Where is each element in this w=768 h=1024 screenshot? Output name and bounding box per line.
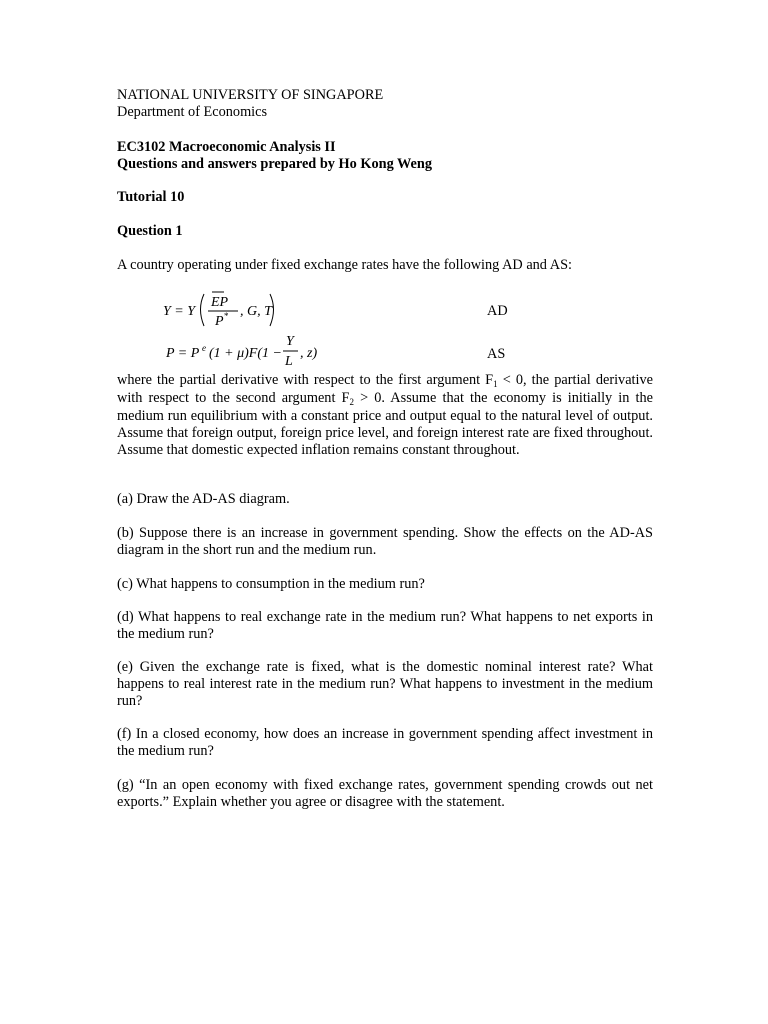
ad-equation-graphic [160,288,330,332]
as-middle: (1 + μ)F(1 − [209,346,282,361]
tutorial-heading: Tutorial 10 [117,189,185,205]
part-e: (e) Given the exchange rate is fixed, what is the domestic nominal interest rate? What happens to real interest rate in the medium run? What happens to investment in the medium run? [117,659,653,709]
part-f: (f) In a closed economy, how does an increase in government spending affect investment in the medium run? [117,726,653,759]
part-g: (g) “In an open economy with fixed exchange rates, government spending crowds out net exports.” Explain whether you agree or disagree with the statement. [117,777,653,810]
question-heading: Question 1 [117,223,183,239]
description-paragraph [117,372,653,459]
ad-denominator: P [215,314,224,329]
ad-rest: , G, T [240,304,272,319]
part-a: (a) Draw the AD-AS diagram. [117,491,290,507]
part-d: (d) What happens to real exchange rate in the medium run? What happens to net exports in the medium run? [117,609,653,642]
description-text-1: where the partial derivative with respect to the first argument F [117,372,494,388]
as-label: AS [487,346,506,362]
as-rest: , z) [300,346,318,361]
as-lhs: P = P [166,346,200,361]
as-equation-graphic [163,330,363,370]
course-title: EC3102 Macroeconomic Analysis II [117,139,336,155]
part-b: (b) Suppose there is an increase in government spending. Show the effects on the AD-AS diagram in the short run and the medium run. [117,525,653,558]
subscript-1: 1 [493,379,498,389]
as-numerator: Y [286,334,294,349]
description-text-2: < 0, the partial derivative with respect to the second argument F [117,372,653,406]
as-lhs-sup: e [202,343,206,353]
as-denominator: L [285,354,293,369]
university-name: NATIONAL UNIVERSITY OF SINGAPORE [117,87,384,103]
prepared-by: Questions and answers prepared by Ho Kong Weng [117,156,432,172]
description-text-3: > 0. Assume that the economy is initially in the medium run equilibrium with a constant price and output equal to the natural level of output. Assume that foreign output, foreign price level, and foreign interest rate are fixed throughout. Assume that domestic expected inflation remains constant throughout. [117,390,653,458]
ad-denominator-sup: * [224,311,229,321]
ad-label: AD [487,303,508,319]
department-name: Department of Economics [117,104,268,120]
ad-left-paren [201,294,205,326]
part-c: (c) What happens to consumption in the medium run? [117,576,425,592]
ad-lhs: Y = Y [163,304,196,319]
intro-text: A country operating under fixed exchange rates have the following AD and AS: [117,257,572,273]
ad-numerator: EP [211,295,229,310]
subscript-2: 2 [349,397,354,407]
